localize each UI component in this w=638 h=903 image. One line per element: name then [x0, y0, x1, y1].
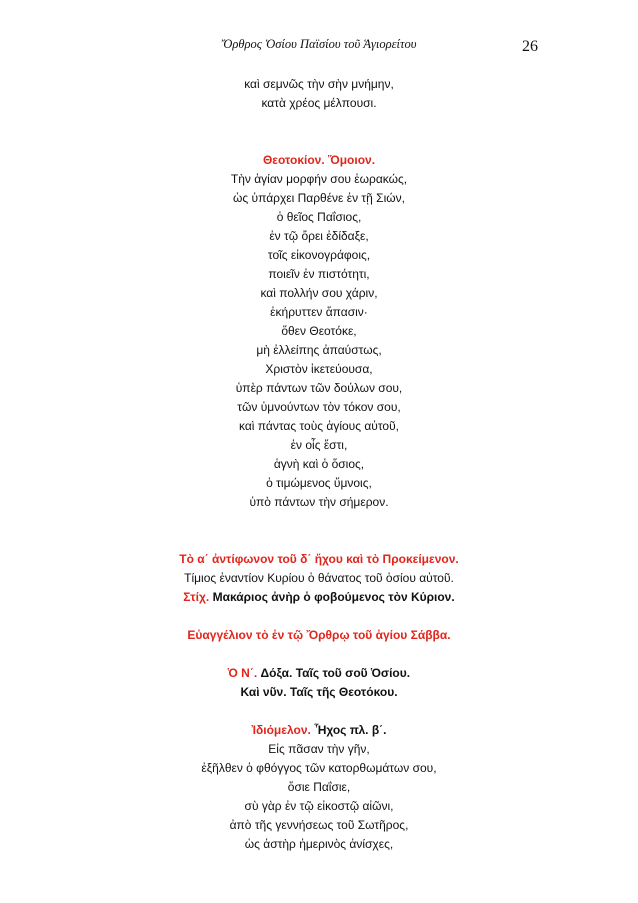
text-line: Εἰς πᾶσαν τὴν γῆν,: [268, 742, 370, 756]
text-line: μὴ ἐλλείπης ἀπαύστως,: [256, 343, 382, 357]
theotokion-lines: [0, 170, 638, 512]
text-line: ἐκήρυττεν ἅπασιν·: [270, 305, 368, 319]
text-line: ὑπὸ πάντων τὴν σήμερον.: [249, 495, 389, 509]
psalm50-line-1: [0, 664, 638, 683]
text-line: ὅθεν Θεοτόκε,: [281, 324, 357, 338]
text-line: ἐξῆλθεν ὁ φθόγγος τῶν κατορθωμάτων σου,: [201, 761, 437, 775]
idiomelon-tone: Ἦχος πλ. β΄.: [314, 723, 387, 737]
text-line: ἁγνὴ καὶ ὁ ὅσιος,: [273, 457, 365, 471]
text-line: καὶ σεμνῶς τὴν σὴν μνήμην,: [244, 77, 394, 91]
intro-stanza: [0, 75, 638, 113]
page-number: 26: [522, 38, 538, 55]
psalm50-section: [0, 664, 638, 702]
psalm50-text-1: Δόξα. Ταῖς τοῦ σοῦ Ὁσίου.: [260, 666, 411, 680]
text-line: τῶν ὑμνούντων τὸν τόκον σου,: [237, 400, 401, 414]
psalm50-label: Ὁ Ν΄.: [227, 666, 258, 680]
text-line: ὡς ὑπάρχει Παρθένε ἐν τῇ Σιών,: [233, 191, 405, 205]
text-line: ἀπὸ τῆς γεννήσεως τοῦ Σωτῆρος,: [229, 818, 409, 832]
text-line: ἐν τῷ ὄρει ἐδίδαξε,: [269, 229, 369, 243]
text-line: ὑπὲρ πάντων τῶν δούλων σου,: [235, 381, 403, 395]
stich-line: [0, 588, 638, 607]
antiphon-section: [0, 550, 638, 607]
text-line: κατὰ χρέος μέλπουσι.: [261, 96, 377, 110]
page-content: [0, 75, 638, 854]
idiomelon-heading: [0, 721, 638, 740]
theotokion-heading: Θεοτοκίον. Ὅμοιον.: [262, 153, 376, 167]
prokeimenon-line: Τίμιος ἐναντίον Κυρίου ὁ θάνατος τοῦ ὁσίου αὐτοῦ.: [184, 571, 454, 585]
stich-text: Μακάριος ἀνὴρ ὁ φοβούμενος τὸν Κύριον.: [212, 590, 455, 604]
text-line: ἐν οἷς ἔστι,: [290, 438, 348, 452]
antiphon-heading: Τὸ α΄ ἀντίφωνον τοῦ δ΄ ἤχου καὶ τὸ Προκείμενον.: [179, 552, 459, 566]
gospel-heading: Εὐαγγέλιον τὸ ἐν τῷ Ὄρθρῳ τοῦ ἁγίου Σάββα.: [187, 628, 451, 642]
running-header-title: Ὄρθρος Ὁσίου Παϊσίου τοῦ Ἁγιορείτου: [221, 37, 417, 51]
text-line: Τὴν ἁγίαν μορφήν σου ἑωρακώς,: [230, 172, 408, 186]
theotokion-section: [0, 151, 638, 512]
text-line: καὶ πολλήν σου χάριν,: [260, 286, 378, 300]
text-line: τοῖς εἰκονογράφοις,: [267, 248, 371, 262]
psalm50-line-2: Καὶ νῦν. Ταῖς τῆς Θεοτόκου.: [240, 685, 398, 699]
text-line: ὁ τιμώμενος ὕμνοις,: [266, 476, 372, 490]
idiomelon-section: [0, 721, 638, 854]
idiomelon-label: Ἰδιόμελον.: [251, 723, 311, 737]
text-line: ποιεῖν ἐν πιστότητι,: [268, 267, 370, 281]
text-line: σὺ γὰρ ἐν τῷ εἰκοστῷ αἰῶνι,: [244, 799, 394, 813]
stich-label: Στίχ.: [183, 590, 210, 604]
text-line: καὶ πάντας τοὺς ἁγίους αὐτοῦ,: [239, 419, 399, 433]
idiomelon-lines: [0, 740, 638, 854]
text-line: ὡς ἀστὴρ ἡμερινὸς ἀνίσχες,: [244, 837, 394, 851]
text-line: ὁ θεῖος Παΐσιος,: [276, 210, 362, 224]
text-line: Χριστὸν ἱκετεύουσα,: [265, 362, 373, 376]
text-line: ὅσιε Παΐσιε,: [287, 780, 351, 794]
